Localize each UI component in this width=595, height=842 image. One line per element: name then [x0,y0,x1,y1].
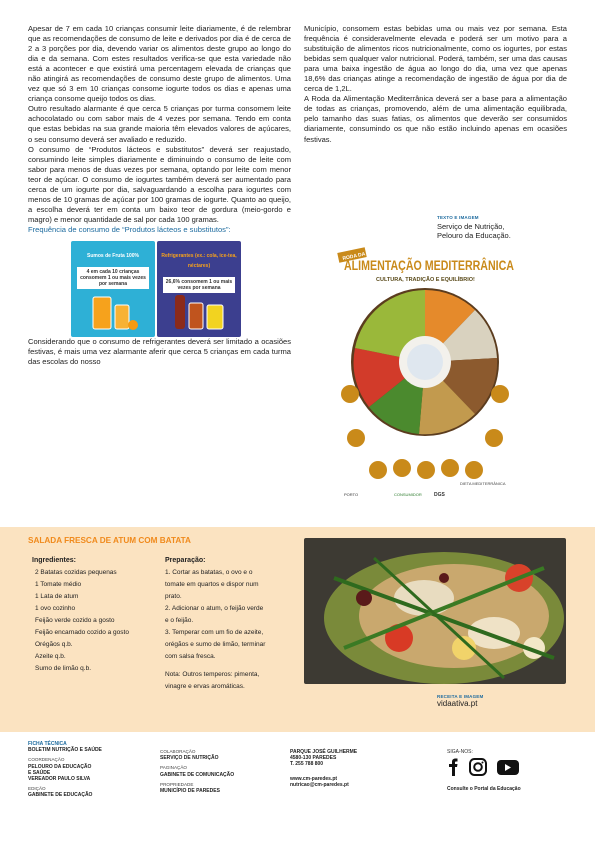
colab-value: SERVIÇO DE NUTRIÇÃO [160,755,219,762]
recipe-credit-label: RECEITA E IMAGEM [437,694,484,699]
social-icons [446,758,526,778]
coord-value: PELOURO DA EDUCAÇÃO [28,763,92,770]
left-paragraph-2: Outro resultado alarmante é que cerca 5 crianças por turma consomem leite achocolatado ou com sabor mais de 4 vezes por semana. Tendo em conta que estas bebidas na sua grande maioria têm elevados valores de açúcares, o seu consumo deverá ser avaliado e reduzido. [28,104,291,144]
ingredient-item: 1 ovo cozinho [35,605,76,612]
consumption-infobox [71,241,241,337]
left-paragraph-4: Considerando que o consumo de refrigerantes deverá ser limitado a ocasiões festivas, é mais uma vez alarmante aferir que cerca 5 crianças em cada turma das escolas do nosso [28,336,291,367]
prep-line: prato. [165,593,182,600]
recipe-note: vinagre e ervas aromáticas. [165,683,245,690]
prep-line: orégãos e sumo de limão, terminar [165,641,266,648]
recipe-title: SALADA FRESCA DE ATUM COM BATATA [28,536,191,545]
follow-label: SIGA-NOS: [447,749,473,755]
ingredient-item: Azeite q.b. [35,653,66,660]
right-column [304,24,567,145]
email-link[interactable]: nutricao@cm-paredes.pt [290,781,349,788]
recipe-credit-link[interactable]: vidaativa.pt [437,699,478,708]
recipe-section [0,527,595,732]
ingredient-item: Sumo de limão q.b. [35,665,92,672]
pag-value: GABINETE DE COMUNICAÇÃO [160,771,235,778]
footer-address [290,749,357,788]
poster-logo-porto: PORTO [344,492,359,497]
poster-logo-consumidor: CONSUMIDOR [394,492,422,497]
ingredient-item: 2 Batatas cozidas pequenas [35,569,117,576]
credit-label: TEXTO E IMAGEM [437,215,479,220]
pag-label: PAGINAÇÃO [160,765,187,771]
prop-value: MUNICÍPIO DE PAREDES [160,788,220,795]
coord-value: VEREADOR PAULO SILVA [28,776,91,783]
poster-footer-brand: DIETA MEDITERRÂNICA [460,481,506,486]
left-column [28,24,291,367]
prep-line: tomate em quartos e dispor num [165,581,259,588]
ingredient-item: Orégãos q.b. [35,641,73,648]
left-paragraph-1: Apesar de 7 em cada 10 crianças consumir leite diariamente, é de relembrar que as recomendações de consumo de leite e derivados por dia é de cerca de 2 a 3 porções por dia, devendo variar os alimentos deste grupo ao longo do dia e da semana. Com estes resultados verifica-se que esta variedade não está a acontecer e que existirá uma percentagem elevada de crianças que não atingirá as recomendações de consumo deste grupo de alimentos. Uma vez que só 3 em 10 crianças consome iogurte todos os dias e apenas uma criança consome queijo todos os dias. [28,24,291,104]
recipe-note: Nota: Outros temperos: pimenta, [165,671,260,678]
left-paragraph-3: O consumo de “Produtos lácteos e substitutos” deverá ser reajustado, consumindo leite simples diariamente e diminuindo o consumo de leite com sabor para menos de duas vezes por semana, optando por leite com menor teor de açúcar. O consumo de iogurtes também deverá ser aumentado para cerca de um iogurte por dia, salvaguardando a escolha para iogurtes com menos de 10 gramas de açúcar por 100 gramas de iogurte. Quanto ao queijo, a escolha deverá ter em conta um baixo teor de gordura (meio-gordo e magro) e menor quantidade de sal por cada 100 gramas. [28,144,291,224]
juice-glasses-icon [87,293,139,331]
instagram-icon[interactable] [470,759,486,775]
juice-title: Sumos de Fruta 100% [87,252,139,259]
soda-glasses-icon [171,293,229,331]
prep-line: e o feijão. [165,617,194,624]
coord-value: E SAÚDE [28,769,51,776]
website-link[interactable]: www.cm-paredes.pt [290,775,338,782]
credit-line-1: Serviço de Nutrição, [437,222,505,231]
ficha-label: FICHA TÉCNICA [28,741,67,747]
ingredients-list [32,555,129,675]
soda-title: Refrigerantes (ex.: cola, ice-tea, néctares) [161,252,237,270]
prep-heading: Preparação: [165,557,206,564]
poster-logo-dgs: DGS [434,492,445,498]
footer [0,732,595,842]
prep-line: com salsa fresca. [165,653,216,660]
ingredient-item: 1 Lata de atum [35,593,79,600]
soda-panel [157,241,241,337]
edicao-value: GABINETE DE EDUCAÇÃO [28,792,93,799]
coord-label: COORDENAÇÃO [28,757,65,763]
juice-stat: 4 em cada 10 crianças consomem 1 ou mais vezes por semana [77,267,149,289]
ingredient-item: 1 Tomate médio [35,581,82,588]
address-line: 4580-130 PAREDES [290,755,337,762]
footer-tech-sheet [28,741,102,799]
salad-photo [304,538,566,684]
edicao-label: EDIÇÃO [28,786,46,792]
address-line: PARQUE JOSÉ GUILHERME [290,749,358,755]
right-paragraph-2: A Roda da Alimentação Mediterrânica deverá ser a base para a alimentação de todas as crianças, promovendo, além de uma alimentação equilibrada, pelo tamanho das suas fatias, os alimentos que deverão ser consumidos diariamente, consumindo os que não estão incluindo apenas em ocasiões festivas. [304,94,567,144]
poster-subtitle: CULTURA, TRADIÇÃO E EQUILÍBRIO! [376,277,475,283]
prep-line: 2. Adicionar o atum, o feijão verde [165,605,264,612]
ingredient-item: Feijão verde cozido a gosto [35,617,115,624]
ingredient-item: Feijão encarnado cozido a gosto [35,629,129,636]
poster-title: ALIMENTAÇÃO MEDITERRÂNICA [344,258,515,273]
soda-stat: 26,6% consomem 1 ou mais vezes por semana [163,277,235,293]
phone: T. 255 788 800 [290,761,324,768]
credit-line-2: Pelouro da Educação. [437,231,511,240]
ficha-value: BOLETIM NUTRIÇÃO E SAÚDE [28,747,102,754]
ingredients-heading: Ingredientes: [32,557,76,564]
mediterranean-wheel-poster [330,246,520,498]
youtube-icon[interactable] [497,760,519,775]
footer-credits [160,749,234,794]
colab-label: COLABORAÇÃO [160,749,196,754]
infobox-caption: Frequência de consumo de “Produtos lácteos e substitutos”: [28,224,231,234]
recipe-credit [437,694,483,708]
facebook-icon[interactable] [449,759,458,777]
prep-line: 1. Cortar as batatas, o ovo e o [165,569,253,576]
right-paragraph-1: Município, consomem estas bebidas uma ou mais vez por semana. Esta frequência é consideravelmente elevada e poderá ser um motivo para a substituição de alimentos ricos nutricionalmente, como os iogurtes, por estas bebidas sem qualquer valor nutricional. Poderá, também, ser uma das causas para uma baixa ingestão de água ao longo do dia, uma vez que apenas 18,6% das crianças atinge a recomendação de ingestão de água por dia de cerca de 1,2L. [304,24,567,94]
preparation-steps [165,555,265,693]
prep-line: 3. Temperar com um fio de azeite, [165,629,264,636]
juice-panel [71,241,155,337]
poster-ribbon: RODA DA [342,251,366,262]
education-portal-link[interactable]: Consulte o Portal da Educação [447,786,521,792]
text-image-credit [437,213,511,240]
prop-label: PROPRIEDADE [160,781,194,787]
